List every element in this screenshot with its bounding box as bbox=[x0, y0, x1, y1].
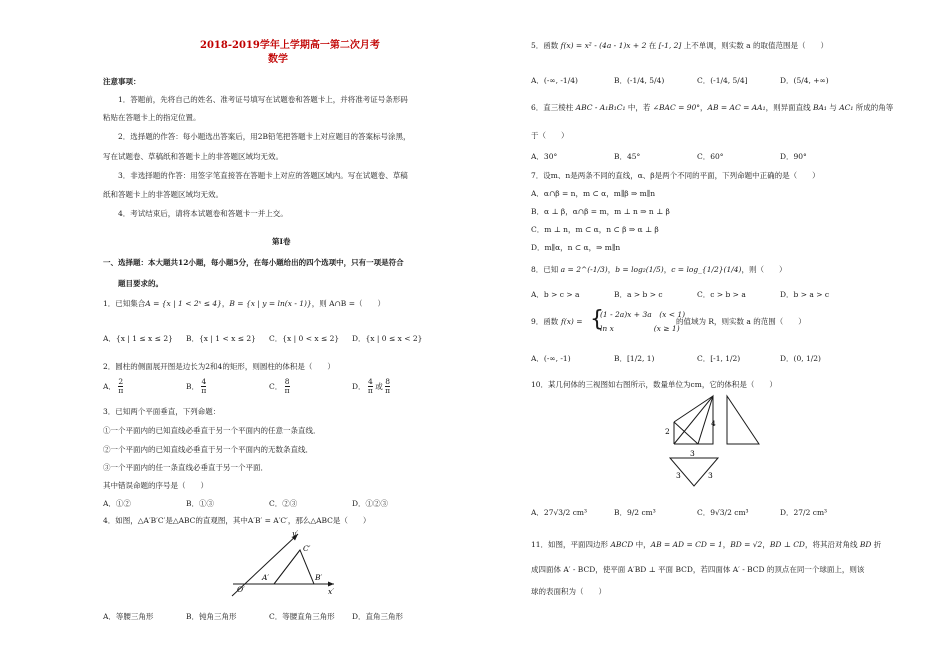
question-3-stem: 3．已知两个平面垂直，下列命题： bbox=[103, 407, 221, 416]
question-11-stem-cont: 成四面体 A′ - BCD，使平面 A′BD ⊥ 平面 BCD，若四面体 A′ - BCD 的顶点在同一个球面上，则该 bbox=[531, 565, 865, 574]
question-5-stem: 5．函数 f(x) = x² - (4a - 1)x + 2 在 [-1, 2] 上不单调，则实数 a 的取值范围是（ ） bbox=[531, 41, 828, 50]
q9-case-2: ln x (x ≥ 1) bbox=[600, 324, 680, 333]
question-1-stem: 1．已知集合A = {x | 1 < 2ˣ ≤ 4}，B = {x | y = ln(x - 1)}，则 A∩B =（ ） bbox=[103, 299, 385, 308]
label-right: 4 bbox=[711, 419, 716, 428]
q1-option-c: C．{x | 0 < x ≤ 2} bbox=[269, 334, 340, 343]
label-x: x′ bbox=[328, 587, 334, 596]
question-9-label: 9．函数 bbox=[531, 317, 559, 326]
q2-option-b: B． $\frac{4}{\pi}$ bbox=[186, 377, 207, 396]
q5-option-a: A．(-∞, -1/4) bbox=[531, 76, 578, 85]
question-7-stem: 7．设m、n是两条不同的直线，α、β是两个不同的平面，下列命题中正确的是（ ） bbox=[531, 171, 820, 180]
label-o: O′ bbox=[237, 585, 245, 594]
q1-option-d: D．{x | 0 ≤ x < 2} bbox=[352, 334, 423, 343]
q9-option-b: B．[1/2, 1) bbox=[614, 354, 655, 363]
q2-option-c: C． $\frac{8}{\pi}$ bbox=[269, 377, 290, 396]
notice-line: 粘贴在答题卡上的指定位置。 bbox=[103, 113, 201, 122]
q10-option-c: C．9√3/2 cm³ bbox=[697, 508, 749, 517]
q6-option-d: D．90° bbox=[780, 152, 807, 161]
label-bottom-left: 3 bbox=[676, 471, 681, 480]
q4-oblique-figure bbox=[228, 528, 338, 598]
q10-option-b: B．9/2 cm³ bbox=[614, 508, 656, 517]
q3-option-b: B．①③ bbox=[186, 499, 215, 508]
q3-option-a: A．①② bbox=[103, 499, 131, 508]
label-top: 3 bbox=[690, 449, 695, 458]
q7-option-a: A．α∩β = n，m ⊂ α，m∥β ⇒ m∥n bbox=[531, 189, 656, 198]
q1-option-b: B．{x | 1 < x ≤ 2} bbox=[186, 334, 256, 343]
notice-line: 纸和答题卡上的非答题区域均无效。 bbox=[103, 190, 223, 199]
section-heading-cont: 题目要求的。 bbox=[118, 279, 163, 288]
volume-heading: 第Ⅰ卷 bbox=[272, 237, 291, 246]
q6-option-a: A．30° bbox=[531, 152, 558, 161]
question-6-stem: 6．直三棱柱 ABC - A₁B₁C₁ 中，若 ∠BAC = 90°，AB = AC = AA₁，则异面直线 BA₁ 与 AC₁ 所成的角等 bbox=[531, 103, 894, 112]
front-view bbox=[674, 396, 713, 444]
x-axis-arrow bbox=[328, 582, 334, 587]
q3-proposition: ②一个平面内的已知直线必垂直于另一个平面内的无数条直线． bbox=[103, 445, 313, 454]
q4-option-c: C．等腰直角三角形 bbox=[269, 612, 335, 621]
notice-line: 写在试题卷、草稿纸和答题卡上的非答题区域均无效。 bbox=[103, 152, 283, 161]
q5-option-c: C．(-1/4, 5/4] bbox=[697, 76, 748, 85]
side-ac bbox=[274, 550, 300, 584]
q6-option-c: C．60° bbox=[697, 152, 724, 161]
q3-proposition: ③一个平面内的任一条直线必垂直于另一个平面． bbox=[103, 463, 268, 472]
q10-option-a: A．27√3/2 cm³ bbox=[531, 508, 588, 517]
label-y: y′ bbox=[292, 529, 298, 538]
q3-option-c: C．②③ bbox=[269, 499, 298, 508]
label-b: B′ bbox=[315, 573, 323, 582]
q7-option-d: D．m∥α，n ⊂ α，⇒ m∥n bbox=[531, 243, 621, 252]
q2-option-d: D． $\frac{4}{\pi}$ 或 $\frac{8}{\pi}$ bbox=[352, 377, 391, 396]
notice-heading: 注意事项： bbox=[103, 77, 141, 86]
notice-line: 4．考试结束后，请将本试题卷和答题卡一并上交。 bbox=[118, 209, 288, 218]
q3-ask: 其中错误命题的序号是（ ） bbox=[103, 481, 208, 490]
q9-option-a: A．(-∞, -1) bbox=[531, 354, 571, 363]
q8-option-c: C．c > b > a bbox=[697, 290, 746, 299]
q2-option-a: A． $\frac{2}{\pi}$ bbox=[103, 377, 124, 396]
q9-option-d: D．(0, 1/2) bbox=[780, 354, 821, 363]
question-10-stem: 10．某几何体的三视图如右图所示，数量单位为cm，它的体积是（ ） bbox=[531, 380, 777, 389]
q3-proposition: ①一个平面内的已知直线必垂直于另一个平面内的任意一条直线． bbox=[103, 426, 321, 435]
q1-option-a: A．{x | 1 ≤ x ≤ 2} bbox=[103, 334, 173, 343]
question-4-stem: 4．如图，△A′B′C′是△ABC的直观图，其中A′B′ = A′C′，那么△ABC是（ ） bbox=[103, 516, 371, 525]
q8-option-a: A．b > c > a bbox=[531, 290, 580, 299]
q5-option-b: B．(-1/4, 5/4) bbox=[614, 76, 665, 85]
q6-option-b: B．45° bbox=[614, 152, 641, 161]
question-9-stem: 的值域为 R，则实数 a 的范围（ ） bbox=[676, 317, 806, 326]
question-11-stem-cont2: 球的表面积为（ ） bbox=[531, 587, 606, 596]
question-2-stem: 2．圆柱的侧面展开图是边长为2和4的矩形，则圆柱的体积是（ ） bbox=[103, 362, 335, 371]
label-left: 2 bbox=[665, 427, 670, 436]
q4-option-a: A．等腰三角形 bbox=[103, 612, 154, 621]
q7-option-b: B．α ⊥ β，α∩β = m，m ⊥ n ⇒ n ⊥ β bbox=[531, 207, 670, 216]
notice-line: 2．选择题的作答：每小题选出答案后，用2B铅笔把答题卡上对应题目的答案标号涂黑， bbox=[118, 132, 411, 141]
exam-title: 2018-2019学年上学期高一第二次月考 bbox=[200, 40, 380, 51]
label-bottom-right: 3 bbox=[708, 471, 713, 480]
q7-option-c: C．m ⊥ n，m ⊂ α，n ⊂ β ⇒ α ⊥ β bbox=[531, 225, 659, 234]
q4-option-b: B．钝角三角形 bbox=[186, 612, 237, 621]
triangle-abc bbox=[274, 550, 314, 584]
side-view bbox=[727, 396, 759, 444]
q5-option-d: D．(5/4, +∞) bbox=[780, 76, 829, 85]
q10-three-view-figure bbox=[665, 394, 778, 490]
label-a: A′ bbox=[262, 573, 270, 582]
q9-option-c: C．[-1, 1/2) bbox=[697, 354, 741, 363]
exam-subject: 数学 bbox=[268, 54, 288, 65]
question-11-stem: 11．如图，平面四边形 ABCD 中，AB = AD = CD = 1，BD = √2，BD ⊥ CD，将其沿对角线 BD 折 bbox=[531, 540, 882, 549]
question-8-stem: 8．已知 a = 2^(-1/3)，b = log₂(1/5)，c = log_{1/2}(1/4)，则（ ） bbox=[531, 265, 787, 274]
q8-option-b: B．a > b > c bbox=[614, 290, 663, 299]
q9-brace: { bbox=[590, 307, 604, 332]
label-c: C′ bbox=[303, 544, 311, 553]
q9-case-1: (1 - 2a)x + 3a (x < 1) bbox=[600, 310, 686, 319]
q4-option-d: D．直角三角形 bbox=[352, 612, 404, 621]
question-6-stem-cont: 于（ ） bbox=[531, 131, 569, 140]
notice-line: 3．非选择题的作答：用签字笔直接答在答题卡上对应的答题区域内。写在试题卷、草稿 bbox=[118, 171, 408, 180]
q10-option-d: D．27/2 cm³ bbox=[780, 508, 828, 517]
q8-option-d: D．b > a > c bbox=[780, 290, 830, 299]
q3-option-d: D．①②③ bbox=[352, 499, 389, 508]
notice-line: 1．答题前，先将自己的姓名、准考证号填写在试题卷和答题卡上，并将准考证号条形码 bbox=[118, 95, 408, 104]
section-heading: 一、选择题：本大题共12小题，每小题5分，在每小题给出的四个选项中，只有一项是符合 bbox=[103, 258, 404, 267]
q9-function-name: f(x) = bbox=[561, 317, 583, 326]
